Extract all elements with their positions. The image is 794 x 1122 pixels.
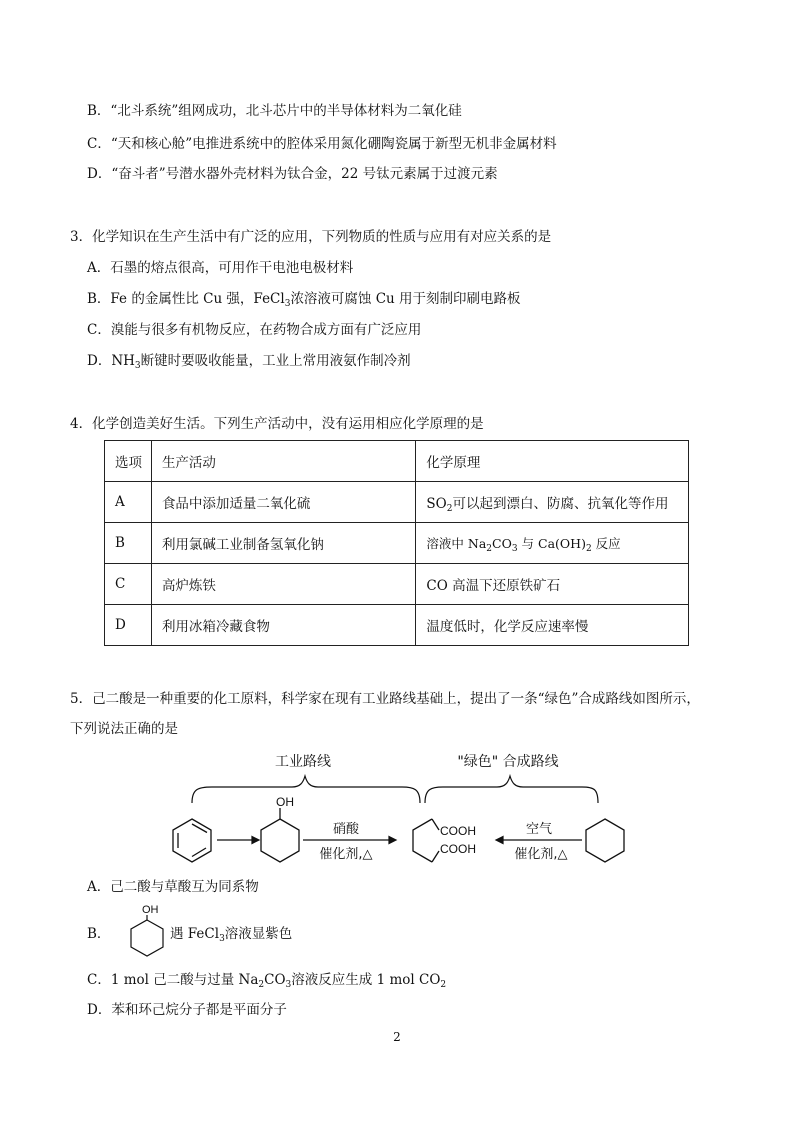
row-activity: 利用冰箱冷藏食物 bbox=[151, 605, 415, 646]
row-option: C bbox=[105, 564, 152, 605]
table-row bbox=[105, 482, 689, 523]
row-option: B bbox=[105, 523, 152, 564]
arrow-from-cyclohexane bbox=[496, 837, 582, 844]
q5-stem-line2: 下列说法正确的是 bbox=[70, 721, 178, 737]
arrow-benzene-to-cyclohexanol bbox=[217, 837, 259, 844]
cyclohexanol-molecule bbox=[261, 808, 299, 862]
q5-option-a: A．己二酸与草酸互为同系物 bbox=[87, 879, 259, 895]
benzene-molecule bbox=[173, 819, 211, 862]
table-header-row bbox=[105, 441, 689, 482]
table-row bbox=[105, 605, 689, 646]
row-activity: 高炉炼铁 bbox=[151, 564, 415, 605]
cooh-top-label: COOH bbox=[440, 824, 476, 838]
arrow-to-adipic-acid bbox=[303, 837, 396, 844]
q3-option-c: C．溴能与很多有机物反应，在药物合成方面有广泛应用 bbox=[87, 322, 422, 338]
row-principle: CO 高温下还原铁矿石 bbox=[416, 564, 689, 605]
green-brace bbox=[425, 776, 598, 803]
q4-stem: 4．化学创造美好生活。下列生产活动中，没有运用相应化学原理的是 bbox=[70, 416, 484, 432]
reagent-nitric-acid: 硝酸 bbox=[332, 822, 360, 837]
row-principle: 溶液中 $Na_2CO_3$ 与 $Ca(OH)_2$ 反应 bbox=[416, 523, 689, 564]
q5-option-c: C．1 mol 己二酸与过量 $Na_2CO_3$溶液反应生成 1 mol $CO_2$ bbox=[87, 972, 447, 990]
table-row bbox=[105, 523, 689, 564]
industrial-route-label: 工业路线 bbox=[275, 754, 331, 770]
adipic-acid-molecule bbox=[413, 819, 439, 862]
q5-stem-line1: 5．己二酸是一种重要的化工原料，科学家在现有工业路线基础上，提出了一条“绿色”合成路线如图所示， bbox=[70, 691, 700, 707]
q2-option-c: C．“天和核心舱”电推进系统中的腔体采用氮化硼陶瓷属于新型无机非金属材料 bbox=[87, 136, 557, 152]
page-number: 2 bbox=[393, 1030, 401, 1044]
synthesis-scheme bbox=[0, 745, 794, 875]
row-principle: 温度低时，化学反应速率慢 bbox=[416, 605, 689, 646]
q5-option-b-text: 遇 FeCl$_3$溶液显紫色 bbox=[170, 926, 293, 944]
cyclohexane-molecule bbox=[586, 819, 624, 862]
reagent-catalyst-1: 催化剂,△ bbox=[319, 847, 373, 862]
industrial-brace bbox=[192, 776, 420, 803]
row-activity: 食品中添加适量二氧化硫 bbox=[151, 482, 415, 523]
reagent-catalyst-2: 催化剂,△ bbox=[514, 847, 568, 862]
row-activity: 利用氯碱工业制备氢氧化钠 bbox=[151, 523, 415, 564]
cooh-bottom-label: COOH bbox=[440, 842, 476, 856]
row-principle: $SO_2$可以起到漂白、防腐、抗氧化等作用 bbox=[416, 482, 689, 523]
small-oh-label: OH bbox=[142, 904, 159, 916]
row-option: A bbox=[105, 482, 152, 523]
q3-option-d: D．$NH_3$断键时要吸收能量，工业上常用液氨作制冷剂 bbox=[87, 353, 411, 371]
q3-option-a: A．石墨的熔点很高，可用作干电池电极材料 bbox=[87, 260, 354, 276]
q5-option-d: D．苯和环己烷分子都是平面分子 bbox=[87, 1002, 287, 1018]
header-activity: 生产活动 bbox=[151, 441, 415, 482]
q3-option-b: B．Fe 的金属性比 Cu 强，FeCl$_3$浓溶液可腐蚀 Cu 用于刻制印刷电路板 bbox=[87, 291, 521, 309]
header-principle: 化学原理 bbox=[416, 441, 689, 482]
header-option: 选项 bbox=[105, 441, 152, 482]
q2-option-d: D．“奋斗者”号潜水器外壳材料为钛合金，22 号钛元素属于过渡元素 bbox=[87, 166, 498, 182]
table-row bbox=[105, 564, 689, 605]
q2-option-b: B．“北斗系统”组网成功，北斗芯片中的半导体材料为二氧化硅 bbox=[87, 103, 462, 119]
row-option: D bbox=[105, 605, 152, 646]
cyclohexanol-small-molecule bbox=[124, 900, 172, 966]
reagent-air: 空气 bbox=[525, 822, 553, 837]
green-route-label: "绿色" 合成路线 bbox=[457, 754, 559, 770]
cyclohexanol-oh-label: OH bbox=[276, 795, 294, 809]
q4-table bbox=[104, 440, 689, 646]
q5-option-b-label: B． bbox=[87, 926, 111, 942]
q3-stem: 3．化学知识在生产生活中有广泛的应用，下列物质的性质与应用有对应关系的是 bbox=[70, 229, 552, 245]
